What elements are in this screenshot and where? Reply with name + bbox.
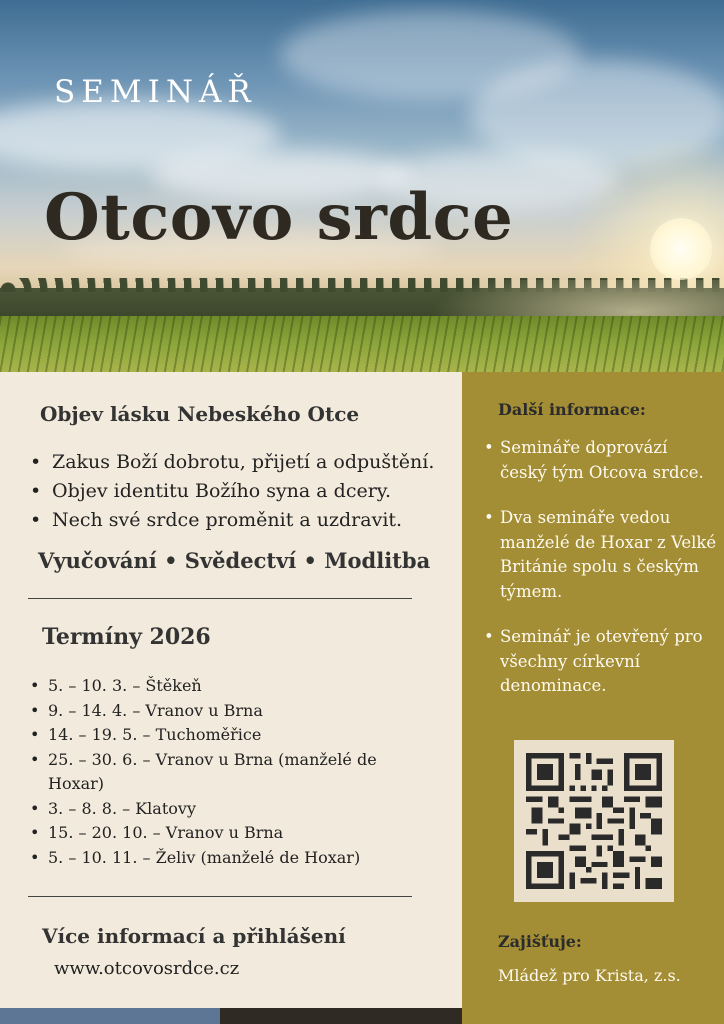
more-info-heading: Více informací a přihlášení <box>42 924 346 948</box>
footer-bar-dark <box>220 1008 462 1024</box>
vineyard-field <box>0 316 724 372</box>
info-item: • Seminář je otevřený pro všechny církevní denominace. <box>482 625 718 699</box>
right-panel <box>462 372 724 1024</box>
date-item: • 25. – 30. 6. – Vranov u Brna (manželé de Hoxar) <box>28 748 408 797</box>
website-link[interactable]: www.otcovosrdce.cz <box>54 958 240 979</box>
date-item: • 5. – 10. 3. – Štěkeň <box>28 674 408 699</box>
footer-bar-blue <box>0 1008 220 1024</box>
qr-code-icon <box>526 752 662 890</box>
program-triad: Vyučování • Svědectví • Modlitba <box>38 548 431 573</box>
list-item: • Zakus Boží dobrotu, přijetí a odpuštění. <box>28 448 434 477</box>
info-item: • Dva semináře vedou manželé de Hoxar z Velké Británie spolu s českým týmem. <box>482 506 718 604</box>
date-item: • 3. – 8. 8. – Klatovy <box>28 797 408 822</box>
divider <box>28 896 412 897</box>
list-item: • Objev identitu Božího syna a dcery. <box>28 477 434 506</box>
hero-kicker: SEMINÁŘ <box>54 74 257 110</box>
provider-heading: Zajišťuje: <box>498 932 582 951</box>
love-heading: Objev lásku Nebeského Otce <box>40 402 360 426</box>
info-item: • Semináře doprovází český tým Otcova srdce. <box>482 436 718 485</box>
hero-title: Otcovo srdce <box>44 180 514 255</box>
list-item: • Nech své srdce proměnit a uzdravit. <box>28 506 434 535</box>
dates-list <box>28 674 408 870</box>
provider-name: Mládež pro Krista, z.s. <box>498 966 681 985</box>
date-item: • 5. – 10. 11. – Želiv (manželé de Hoxar) <box>28 846 408 871</box>
info-list <box>482 436 718 720</box>
date-item: • 14. – 19. 5. – Tuchoměřice <box>28 723 408 748</box>
date-item: • 9. – 14. 4. – Vranov u Brna <box>28 699 408 724</box>
date-item: • 15. – 20. 10. – Vranov u Brna <box>28 821 408 846</box>
sun-icon <box>650 218 712 280</box>
divider <box>28 598 412 599</box>
hero-banner <box>0 0 724 372</box>
terms-heading: Termíny 2026 <box>42 624 211 650</box>
benefit-list <box>28 448 434 535</box>
info-heading: Další informace: <box>498 400 646 419</box>
left-panel <box>0 372 462 1024</box>
qr-code[interactable] <box>514 740 674 902</box>
